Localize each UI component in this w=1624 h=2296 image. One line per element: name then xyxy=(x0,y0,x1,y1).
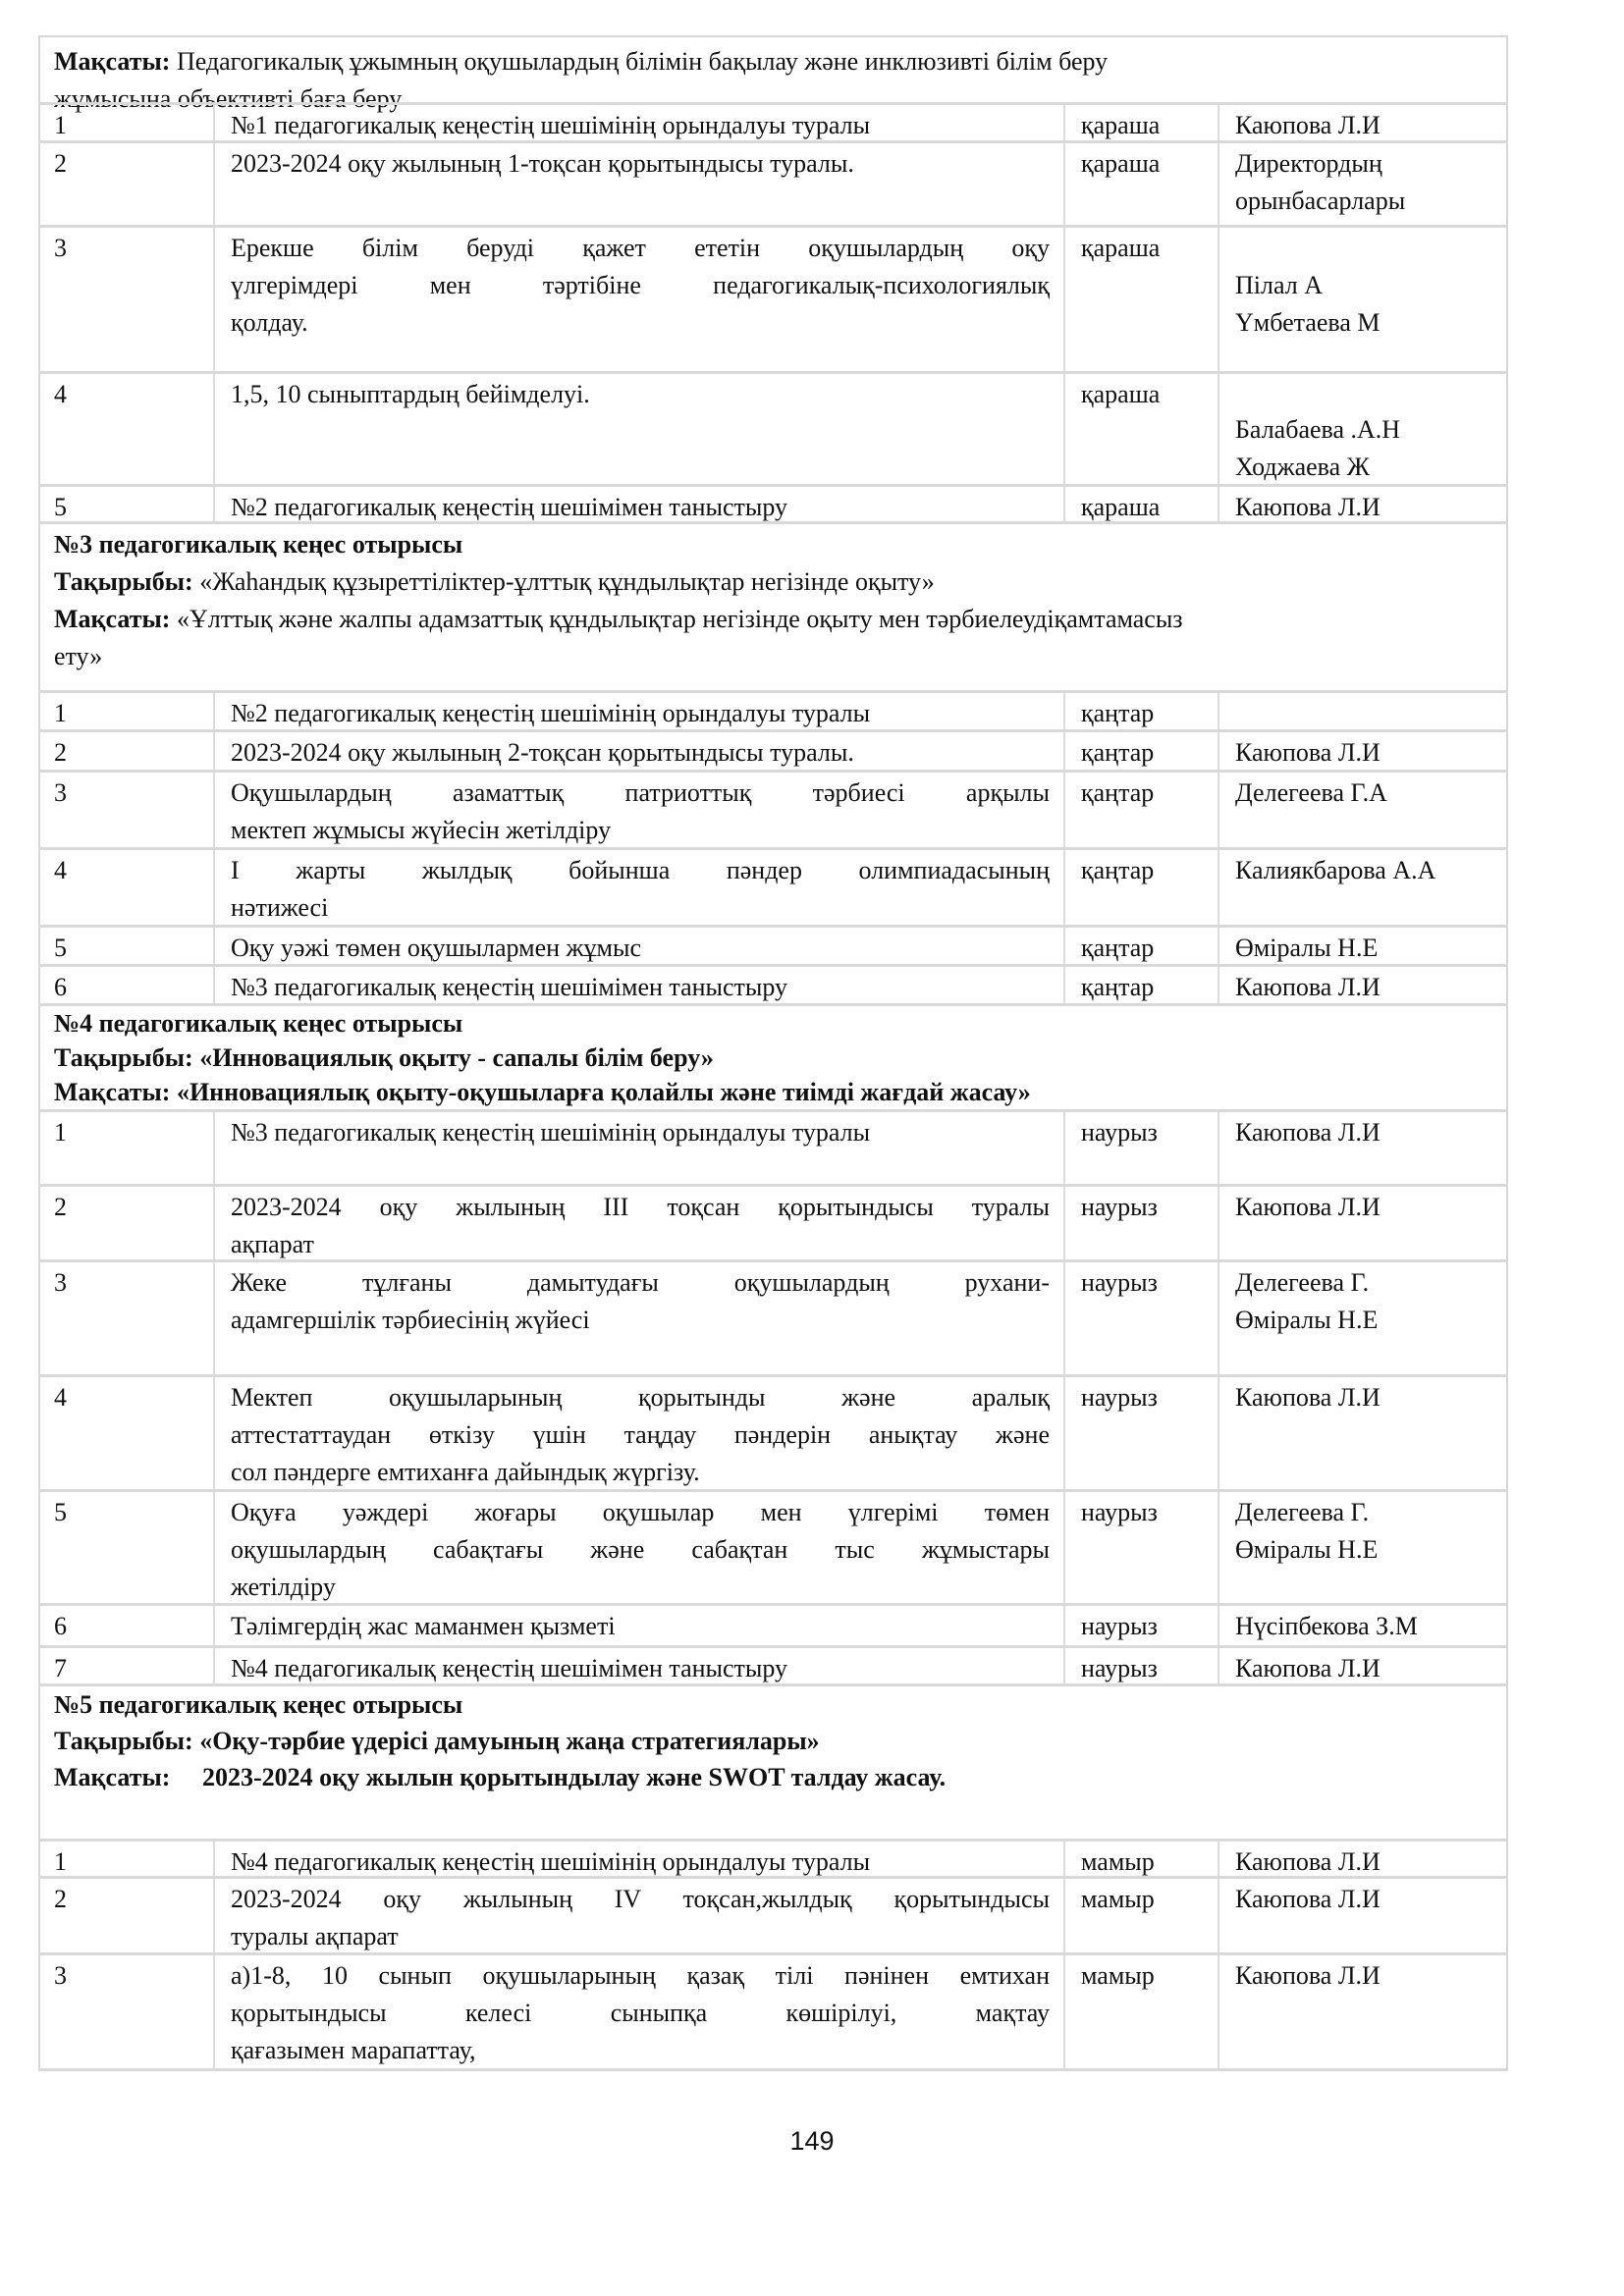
topic-line: Мектеп оқушыларының қорытынды және аралық xyxy=(231,1383,1050,1412)
row-number: 1 xyxy=(38,105,213,140)
month: наурыз xyxy=(1063,1112,1218,1184)
responsible-line: Делегеева Г. xyxy=(1235,1268,1370,1297)
agenda-topic xyxy=(213,1648,1063,1683)
row-number: 4 xyxy=(38,1377,213,1489)
topic-line: жетілдіру xyxy=(231,1573,336,1601)
council-5-title: №5 педагогикалық кеңес отырысы xyxy=(54,1690,463,1719)
blank-line xyxy=(1235,230,1492,267)
month: наурыз xyxy=(1063,1262,1218,1374)
responsible-line: Өміралы Н.Е xyxy=(1235,1306,1379,1334)
topic-line: 2023-2024 оқу жылының 2-тоқсан қорытындысы туралы. xyxy=(231,738,854,767)
section-header-council-5 xyxy=(38,1683,1508,1839)
topic-line: оқушылардың сабақтағы және сабақтан тыс жұмыстары xyxy=(231,1535,1050,1564)
row-number: 5 xyxy=(38,487,213,521)
row-number: 3 xyxy=(38,1955,213,2068)
month: наурыз xyxy=(1063,1187,1218,1259)
council-5-goal xyxy=(54,1759,1492,1795)
topic-line: мектеп жұмысы жүйесін жетілдіру xyxy=(231,816,612,844)
responsible-line: Делегеева Г. xyxy=(1235,1498,1370,1526)
table-row xyxy=(38,1839,1508,1876)
table-row xyxy=(38,225,1508,371)
responsible-line: орынбасарлары xyxy=(1235,187,1406,215)
row-number: 1 xyxy=(38,1842,213,1876)
goal-text: «Ұлттық және жалпы адамзаттық құндылықтар негізінде оқыту мен тәрбиелеудіқамтамасыз xyxy=(170,605,1183,633)
table-row xyxy=(38,1184,1508,1259)
row-number: 3 xyxy=(38,1262,213,1374)
month: мамыр xyxy=(1063,1879,1218,1952)
goal-label: Мақсаты: xyxy=(54,47,171,76)
agenda-topic xyxy=(213,1262,1063,1374)
agenda-topic xyxy=(213,928,1063,964)
responsible-line: Каюпова Л.И xyxy=(1235,111,1380,139)
goal-text-cont: жұмысына объективті баға беру xyxy=(54,84,403,113)
topic-line: ақпарат xyxy=(231,1230,314,1258)
row-number: 6 xyxy=(38,967,213,1003)
table-row xyxy=(38,729,1508,770)
topic-line: №2 педагогикалық кеңестің шешімімен таныстыру xyxy=(231,493,788,521)
council-4-title: №4 педагогикалық кеңес отырысы xyxy=(54,1009,463,1038)
agenda-topic xyxy=(213,143,1063,225)
responsible xyxy=(1218,773,1508,847)
responsible xyxy=(1218,228,1508,371)
table-row xyxy=(38,1109,1508,1184)
responsible-line: Каюпова Л.И xyxy=(1235,1193,1380,1221)
agenda-topic xyxy=(213,1955,1063,2068)
goal-text: «Инновациялық оқыту-оқушыларға қолайлы және тиімді жағдай жасау» xyxy=(170,1078,1031,1106)
row-number: 5 xyxy=(38,1492,213,1603)
council-4-goal xyxy=(54,1075,1492,1109)
month: наурыз xyxy=(1063,1377,1218,1489)
row-number: 2 xyxy=(38,732,213,770)
agenda-topic xyxy=(213,732,1063,770)
month: мамыр xyxy=(1063,1955,1218,2068)
topic-line: №1 педагогикалық кеңестің шешімінің орындалуы туралы xyxy=(231,111,871,139)
topic-line: адамгершілік тәрбиесінің жүйесі xyxy=(231,1306,590,1334)
responsible-line: Делегеева Г.А xyxy=(1235,778,1387,807)
agenda-topic xyxy=(213,1879,1063,1952)
row-number: 2 xyxy=(38,1879,213,1952)
topic-line: Жеке тұлғаны дамытудағы оқушылардың рухани- xyxy=(231,1268,1050,1297)
month: наурыз xyxy=(1063,1606,1218,1645)
row-number: 4 xyxy=(38,374,213,484)
row-number: 7 xyxy=(38,1648,213,1683)
responsible xyxy=(1218,143,1508,225)
row-number: 6 xyxy=(38,1606,213,1645)
agenda-topic xyxy=(213,1606,1063,1645)
responsible-line: Балабаева .А.Н xyxy=(1235,415,1401,444)
table-row xyxy=(38,371,1508,484)
month: қаңтар xyxy=(1063,773,1218,847)
agenda-topic xyxy=(213,1377,1063,1489)
topic-line: 2023-2024 оқу жылының 1-тоқсан қорытындысы туралы. xyxy=(231,149,854,178)
responsible xyxy=(1218,1955,1508,2068)
row-number: 4 xyxy=(38,850,213,925)
goal-label: Мақсаты: xyxy=(54,1078,171,1106)
goal-line-1 xyxy=(54,43,1492,80)
agenda-topic xyxy=(213,1112,1063,1184)
topic-line: аттестаттаудан өткізу үшін таңдау пәндерін анықтау және xyxy=(231,1420,1050,1449)
month: қаңтар xyxy=(1063,693,1218,729)
responsible-line: Каюпова Л.И xyxy=(1235,1118,1380,1147)
responsible xyxy=(1218,928,1508,964)
table-row xyxy=(38,690,1508,729)
table-row xyxy=(38,925,1508,964)
responsible-line: Каюпова Л.И xyxy=(1235,1961,1380,1990)
council-3-title: №3 педагогикалық кеңес отырысы xyxy=(54,530,463,559)
month: наурыз xyxy=(1063,1648,1218,1683)
month: қараша xyxy=(1063,228,1218,371)
topic-line: 1,5, 10 сыныптардың бейімделуі. xyxy=(231,380,590,408)
topic-line: №4 педагогикалық кеңестің шешімімен таныстыру xyxy=(231,1654,788,1682)
table-row xyxy=(38,1489,1508,1603)
council-3-goal-cont: ету» xyxy=(54,642,103,670)
row-number: 3 xyxy=(38,228,213,371)
agenda-topic xyxy=(213,105,1063,140)
table-bottom-border xyxy=(38,2068,1508,2071)
topic-line: І жарты жылдық бойынша пәндер олимпиадасының xyxy=(231,856,1050,884)
topic-line: үлгерімдері мен тәртібіне педагогикалық-психологиялық xyxy=(231,271,1050,299)
agenda-topic xyxy=(213,228,1063,371)
responsible-line: Каюпова Л.И xyxy=(1235,1847,1380,1876)
responsible xyxy=(1218,1112,1508,1184)
table-row xyxy=(38,1603,1508,1645)
council-5-topic xyxy=(54,1723,1492,1759)
responsible xyxy=(1218,1648,1508,1683)
table-row xyxy=(38,1374,1508,1489)
table-row xyxy=(38,1645,1508,1683)
responsible xyxy=(1218,732,1508,770)
responsible xyxy=(1218,850,1508,925)
responsible-line: Нүсіпбекова З.М xyxy=(1235,1612,1418,1640)
month: наурыз xyxy=(1063,1492,1218,1603)
responsible xyxy=(1218,1879,1508,1952)
topic-line: Оқушылардың азаматтық патриоттық тәрбиесі арқылы xyxy=(231,778,1050,807)
responsible xyxy=(1218,1606,1508,1645)
topic-line: қағазымен марапаттау, xyxy=(231,2036,476,2064)
responsible-line: Каюпова Л.И xyxy=(1235,1383,1380,1412)
topic-label: Тақырыбы: xyxy=(54,1043,193,1072)
agenda-topic xyxy=(213,967,1063,1003)
month: қараша xyxy=(1063,374,1218,484)
topic-line: №4 педагогикалық кеңестің шешімінің орындалуы туралы xyxy=(231,1847,871,1876)
page-number: 149 xyxy=(789,2126,835,2156)
topic-line: №3 педагогикалық кеңестің шешімімен таныстыру xyxy=(231,973,788,1001)
month: қаңтар xyxy=(1063,967,1218,1003)
responsible xyxy=(1218,1492,1508,1603)
table-row xyxy=(38,770,1508,847)
topic-line: Ерекше білім беруді қажет ететін оқушылардың оқу xyxy=(231,234,1050,262)
goal-text: 2023-2024 оқу жылын қорытындылау және SWOT талдау жасау. xyxy=(170,1763,947,1791)
topic-line: а)1-8, 10 сынып оқушыларының қазақ тілі пәнінен емтихан xyxy=(231,1961,1050,1990)
section-header-council-2-goal xyxy=(38,35,1508,113)
responsible xyxy=(1218,967,1508,1003)
topic-text: «Жаһандық құзыреттіліктер-ұлттық құндылықтар негізінде оқыту» xyxy=(192,567,935,596)
responsible xyxy=(1218,487,1508,521)
table-row xyxy=(38,1259,1508,1374)
responsible-line: Ходжаева Ж xyxy=(1235,453,1370,481)
table-row xyxy=(38,964,1508,1003)
council-4-topic xyxy=(54,1041,1492,1075)
topic-line: туралы ақпарат xyxy=(231,1922,399,1950)
goal-text: Педагогикалық ұжымның оқушылардың білімін бақылау және инклюзивті білім беру xyxy=(170,47,1109,76)
table-row xyxy=(38,484,1508,521)
section-header-council-4 xyxy=(38,1003,1508,1109)
section-header-council-3 xyxy=(38,521,1508,690)
topic-line: нәтижесі xyxy=(231,893,329,922)
goal-label: Мақсаты: xyxy=(54,605,171,633)
topic-line: Тәлімгердің жас маманмен қызметі xyxy=(231,1612,616,1640)
topic-line: 2023-2024 оқу жылының ІV тоқсан,жылдық қорытындысы xyxy=(231,1885,1050,1913)
topic-text: «Инновациялық оқыту - сапалы білім беру» xyxy=(192,1043,714,1072)
month: қараша xyxy=(1063,143,1218,225)
responsible-line: Директордың xyxy=(1235,149,1382,178)
agenda-topic xyxy=(213,773,1063,847)
goal-label: Мақсаты: xyxy=(54,1763,171,1791)
responsible-line: Өміралы Н.Е xyxy=(1235,1535,1379,1564)
month: қаңтар xyxy=(1063,928,1218,964)
row-number: 1 xyxy=(38,693,213,729)
topic-line: №2 педагогикалық кеңестің шешімінің орындалуы туралы xyxy=(231,699,871,727)
topic-line: қорытындысы келесі сыныпқа көшірілуі, мақтау xyxy=(231,1999,1050,2027)
responsible-line: Каюпова Л.И xyxy=(1235,973,1380,1001)
responsible xyxy=(1218,693,1508,729)
month: қаңтар xyxy=(1063,850,1218,925)
topic-line: қолдау. xyxy=(231,308,308,337)
responsible xyxy=(1218,1377,1508,1489)
responsible-line: Каюпова Л.И xyxy=(1235,1885,1380,1913)
topic-text: «Оқу-тәрбие үдерісі дамуының жаңа стратегиялары» xyxy=(192,1727,820,1755)
table-row xyxy=(38,140,1508,225)
month: қаңтар xyxy=(1063,732,1218,770)
row-number: 3 xyxy=(38,773,213,847)
agenda-topic xyxy=(213,1492,1063,1603)
agenda-topic xyxy=(213,850,1063,925)
topic-label: Тақырыбы: xyxy=(54,1727,193,1755)
agenda-topic xyxy=(213,693,1063,729)
row-number: 2 xyxy=(38,1187,213,1259)
blank-line xyxy=(1235,374,1492,411)
responsible xyxy=(1218,1187,1508,1259)
month: қараша xyxy=(1063,487,1218,521)
responsible xyxy=(1218,1842,1508,1876)
responsible xyxy=(1218,374,1508,484)
topic-line: №3 педагогикалық кеңестің шешімінің орындалуы туралы xyxy=(231,1118,871,1147)
agenda-topic xyxy=(213,487,1063,521)
agenda-topic xyxy=(213,1842,1063,1876)
agenda-topic xyxy=(213,1187,1063,1259)
topic-line: Оқу уәжі төмен оқушылармен жұмыс xyxy=(231,934,641,962)
row-number: 5 xyxy=(38,928,213,964)
month: мамыр xyxy=(1063,1842,1218,1876)
responsible xyxy=(1218,1262,1508,1374)
topic-label: Тақырыбы: xyxy=(54,567,193,596)
row-number: 1 xyxy=(38,1112,213,1184)
topic-line: 2023-2024 оқу жылының ІІІ тоқсан қорытындысы туралы xyxy=(231,1193,1050,1221)
responsible xyxy=(1218,105,1508,140)
responsible-line: Каюпова Л.И xyxy=(1235,493,1380,521)
month: қараша xyxy=(1063,105,1218,140)
table-row xyxy=(38,102,1508,140)
responsible-line: Пілал А xyxy=(1235,271,1323,299)
responsible-line: Үмбетаева М xyxy=(1235,308,1380,337)
row-number: 2 xyxy=(38,143,213,225)
responsible-line: Каюпова Л.И xyxy=(1235,1654,1380,1682)
responsible-line: Каюпова Л.И xyxy=(1235,738,1380,767)
council-3-topic xyxy=(54,563,1492,601)
table-row xyxy=(38,1876,1508,1952)
table-row xyxy=(38,847,1508,925)
topic-line: Оқуға уәждері жоғары оқушылар мен үлгерімі төмен xyxy=(231,1498,1050,1526)
topic-line: сол пәндерге емтиханға дайындық жүргізу. xyxy=(231,1458,700,1486)
council-3-goal xyxy=(54,601,1492,638)
responsible-line: Өміралы Н.Е xyxy=(1235,934,1379,962)
responsible-line: Калиякбарова А.А xyxy=(1235,856,1436,884)
agenda-topic xyxy=(213,374,1063,484)
table-row xyxy=(38,1952,1508,2068)
